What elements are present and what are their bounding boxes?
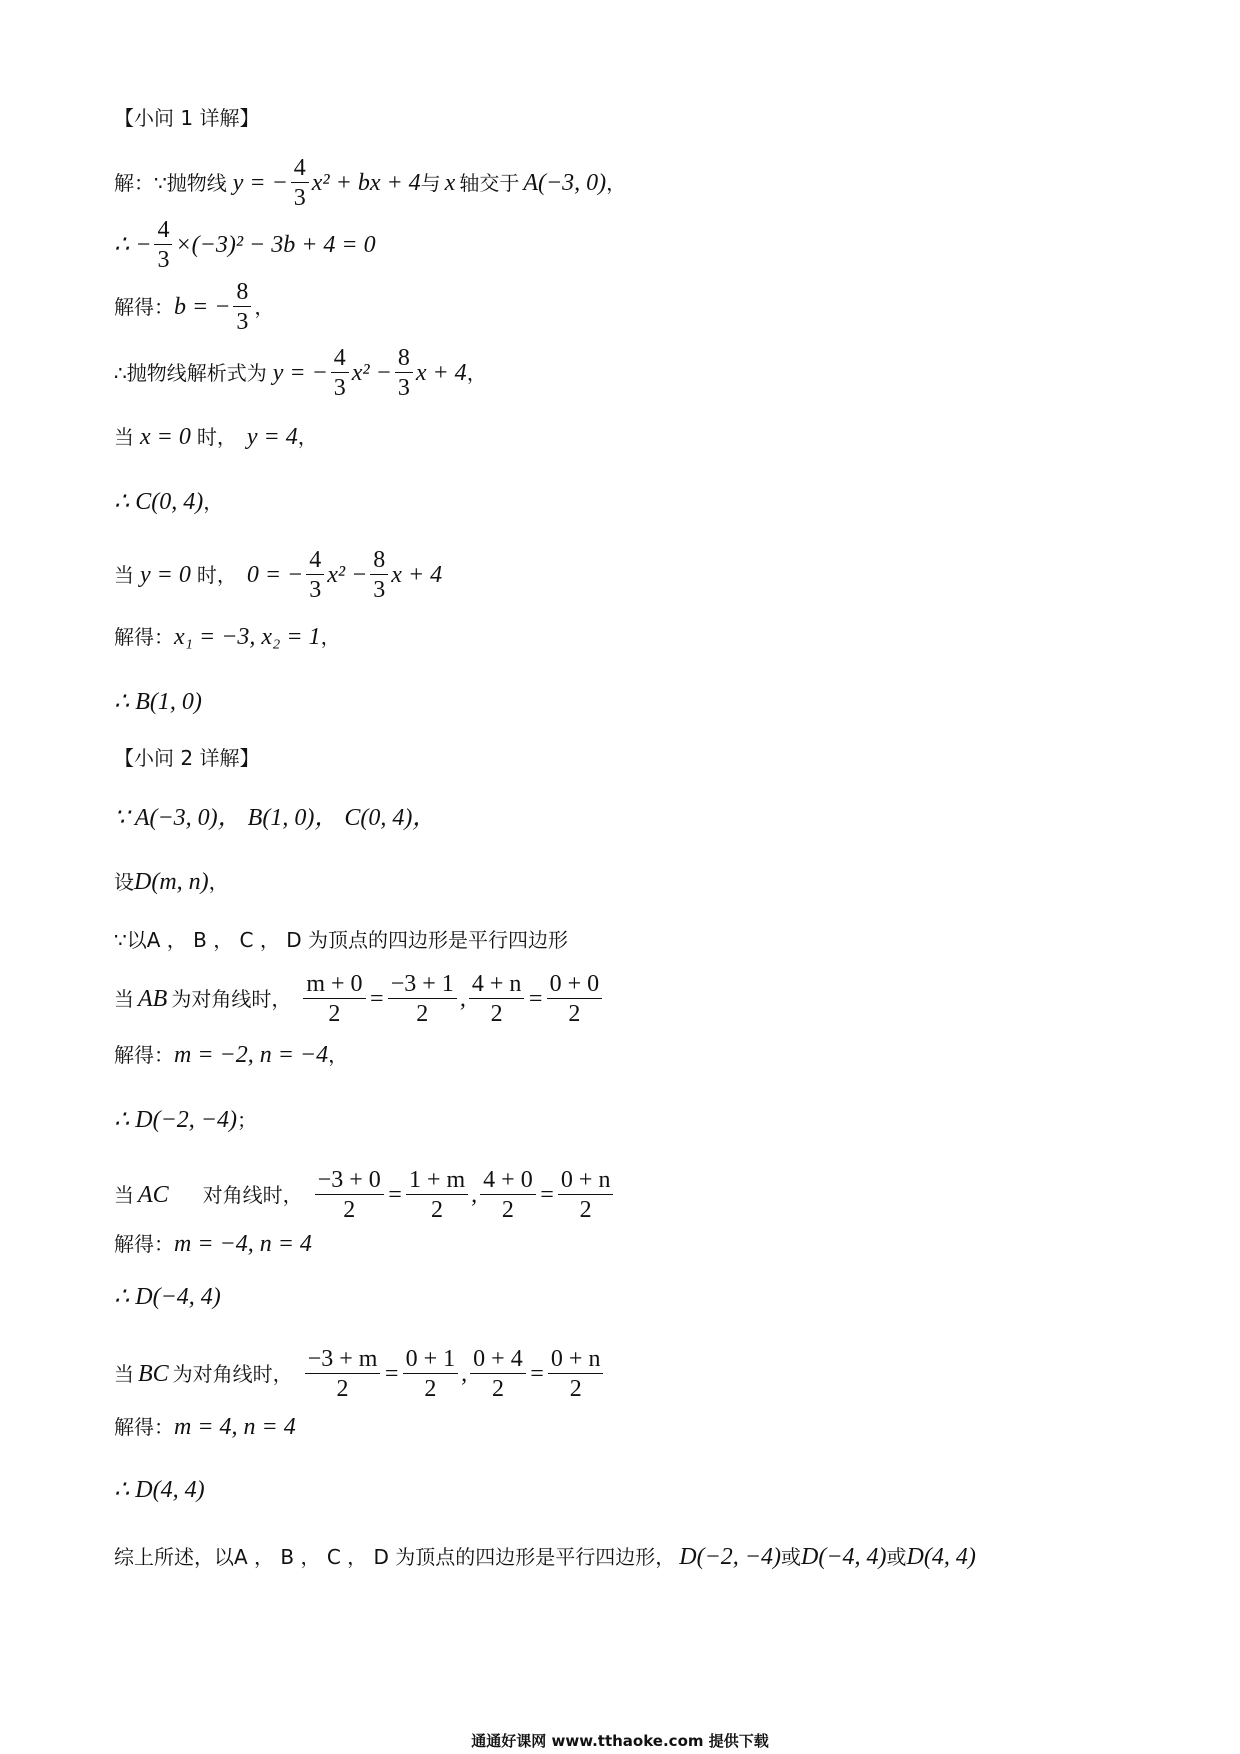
part2-heading: 【小问 2 详解】	[114, 746, 260, 770]
case-ab-solution: 解得： m = −2, n = −4 ，	[114, 1042, 349, 1068]
fraction: $\frac{4 + n}{2}$	[469, 972, 525, 1026]
part1-line8: 解得： x₁ = −3, x₂ = 1 ，	[114, 624, 341, 650]
case-bc: 当 BC 为对角线时， $\frac{-3 + m}{2}$ = $\frac{0 + 1}{2}$ , $\frac{0 + 4}{2}$ = $\frac{0 + n}{2}$	[114, 1347, 606, 1401]
part1-line5: 当 x = 0 时， y = 4 ，	[114, 424, 318, 450]
case-ac-point: ∴ D(−4, 4)	[114, 1284, 221, 1310]
fraction: $\frac{4}{3}$	[154, 218, 172, 272]
fraction: $\frac{8}{3}$	[395, 346, 413, 400]
footer-watermark: 通通好课网 www.tthaoke.com 提供下载	[471, 1732, 769, 1750]
fraction: $\frac{0 + 4}{2}$	[470, 1347, 526, 1401]
fraction: $\frac{m + 0}{2}$	[303, 972, 365, 1026]
case-bc-point: ∴ D(4, 4)	[114, 1477, 205, 1503]
part2-line3: ∵以A ， B ， C ， D 为顶点的四边形是平行四边形	[114, 928, 568, 952]
case-ac-solution: 解得： m = −4, n = 4	[114, 1231, 312, 1257]
case-ac: 当 AC 对角线时， $\frac{-3 + 0}{2}$ = $\frac{1 + m}{2}$ , $\frac{4 + 0}{2}$ = $\frac{0 + n}{2}$	[114, 1168, 616, 1222]
fraction: $\frac{0 + n}{2}$	[558, 1168, 614, 1222]
case-ab: 当 AB 为对角线时， $\frac{m + 0}{2}$ = $\frac{-3 + 1}{2}$ , $\frac{4 + n}{2}$ = $\frac{0 + 0}{2}$	[114, 972, 605, 1026]
fraction: $\frac{0 + n}{2}$	[548, 1347, 604, 1401]
part1-line4: ∴抛物线解析式为 y = − $\frac{4}{3}$ x² − $\frac{8}{3}$ x + 4 ，	[114, 345, 487, 401]
part2-line2: 设 D(m, n) ，	[114, 869, 229, 895]
fraction: $\frac{4}{3}$	[291, 156, 309, 210]
case-bc-solution: 解得： m = 4, n = 4	[114, 1414, 296, 1440]
fraction: $\frac{1 + m}{2}$	[406, 1168, 468, 1222]
case-ab-point: ∴ D(−2, −4) ；	[114, 1107, 257, 1133]
fraction: $\frac{-3 + 1}{2}$	[388, 972, 457, 1026]
fraction: $\frac{4 + 0}{2}$	[480, 1168, 536, 1222]
fraction: $\frac{8}{3}$	[370, 548, 388, 602]
fraction: $\frac{0 + 1}{2}$	[403, 1347, 459, 1401]
part1-line1: 解：∵抛物线 y = − $\frac{4}{3}$ x² + bx + 4 与 x 轴交于 A(−3, 0) ，	[114, 155, 627, 211]
part1-line2: ∴ − $\frac{4}{3}$ ×(−3)² − 3b + 4 = 0	[114, 217, 376, 273]
part1-line3: 解得： b = − $\frac{8}{3}$ ，	[114, 279, 275, 335]
fraction: $\frac{4}{3}$	[306, 548, 324, 602]
part2-line1: ∵ A(−3, 0)， B(1, 0)， C(0, 4)，	[114, 805, 437, 831]
part1-line6: ∴ C(0, 4) ，	[114, 489, 224, 515]
fraction: $\frac{4}{3}$	[331, 346, 349, 400]
fraction: $\frac{-3 + 0}{2}$	[315, 1168, 384, 1222]
summary: 综上所述，以A ， B ， C ， D 为顶点的四边形是平行四边形， D(−2, −4) 或 D(−4, 4) 或 D(4, 4)	[114, 1544, 976, 1570]
fraction: $\frac{-3 + m}{2}$	[305, 1347, 381, 1401]
part1-line7: 当 y = 0 时， 0 = − $\frac{4}{3}$ x² − $\frac{8}{3}$ x + 4	[114, 547, 443, 603]
fraction: $\frac{8}{3}$	[233, 280, 251, 334]
part1-heading: 【小问 1 详解】	[114, 106, 260, 130]
fraction: $\frac{0 + 0}{2}$	[547, 972, 603, 1026]
part1-line9: ∴ B(1, 0)	[114, 689, 202, 715]
